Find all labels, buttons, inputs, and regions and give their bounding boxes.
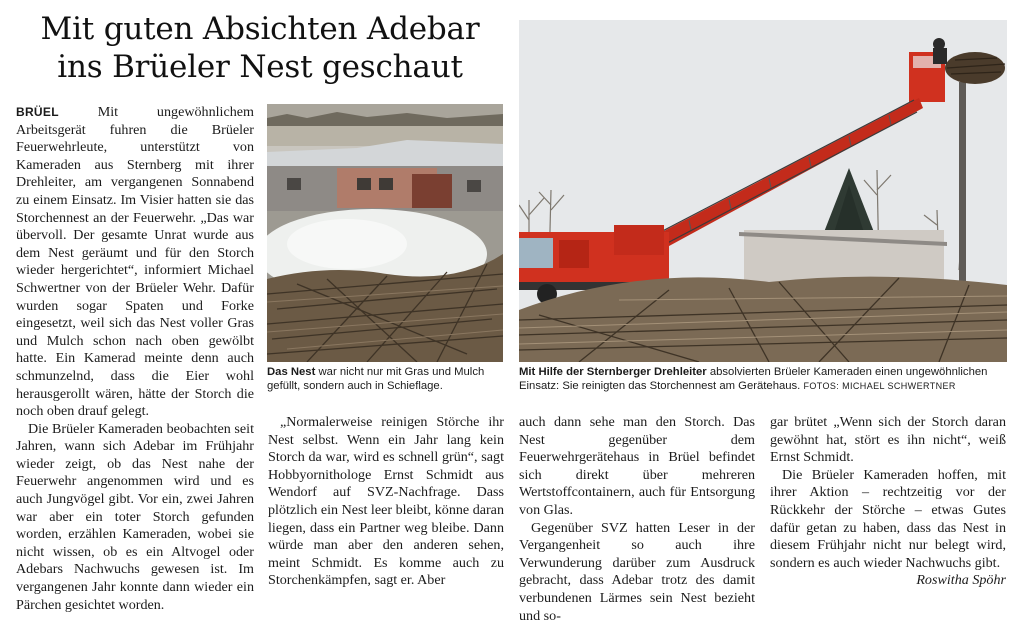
ladder-photo-caption — [519, 365, 1009, 393]
ladder-photo — [519, 20, 1007, 362]
nest-photo-illustration — [267, 104, 503, 362]
column-2 — [268, 414, 504, 590]
lead-text: Mit ungewöhnlichem Arbeitsgerät fuhren die Brüeler Feuerwehrleute, unterstützt von Kameraden aus Sternberg mit ihrer Drehleiter, am vergangenen Sonnabend zu einem Einsatz. Im Visier hatten sie das Storchennest an der Feuerwehr. „Das war übervoll. Der gesamte Unrat wurde aus dem Nest geräumt und für den Storch wieder hergerichtet“, informiert Michael Schwertner von der Brüeler Wehr. Dafür wurden sogar Spaten und Forke eingesetzt, weil sich das Nest voller Gras und Mulch schon nach oben gewölbt hatte. Ein Kamerad meinte denn auch schmunzelnd, dass die Eier wohl herausgerollt wären, hätte der Storch die noch oben drauf gelegt. — [16, 104, 254, 420]
author-byline: Roswitha Spöhr — [916, 572, 1006, 589]
paragraph: Die Brüeler Kameraden beobachten seit Jahren, wann sich Adebar im Frühjahr wieder zeigt, ob das Nest nahe der Feuerwehr angenommen wird und es auch Jungvögel gibt. Vor ein, zwei Jahren war aber ein toter Storch gefunden worden, erzählen Kameraden, wobei sie nicht wissen, ob es ein Altvogel oder Adebars Nachwuchs gewesen ist. Im vergangenen Jahr konnte dann wieder ein Pärchen gesichtet worden. — [16, 420, 254, 613]
caption-text: absolvierten Brüeler Kameraden einen ungewöhnlichen Einsatz: Sie reinigten das Storchennest am Gerätehaus. — [519, 366, 988, 392]
column-3 — [519, 414, 755, 625]
caption-bold: Mit Hilfe der Sternberger Drehleiter — [519, 366, 707, 378]
column-4 — [770, 414, 1006, 590]
caption-text: war nicht nur mit Gras und Mulch gefüllt, sondern auch in Schieflage. — [267, 366, 485, 392]
paragraph: auch dann sehe man den Storch. Das Nest gegenüber dem Feuerwehrgerätehaus in Brüel befindet sich direkt über mehreren Wertstoffcontainern, auch für Entsorgung von Glas. — [519, 414, 755, 518]
nest-photo-caption — [267, 365, 505, 393]
paragraph: Die Brüeler Kameraden hoffen, mit ihrer Aktion – rechtzeitig vor der Rückkehr der Störche – etwas Gutes dafür getan zu haben, dass das Nest in diesem Frühjahr nicht nur belegt wird, sondern es auch wieder Nachwuchs gibt. — [770, 466, 1006, 571]
column-1 — [16, 104, 254, 614]
ladder-photo-illustration — [519, 20, 1007, 362]
paragraph: „Normalerweise reinigen Störche ihr Nest selbst. Wenn ein Jahr lang kein Storch da war, wird es schnell grün“, sagt Hobbyornithologe Ernst Schmidt aus Wendorf auf SVZ-Nachfrage. Dass plötzlich ein Nest leer bleibt, könne daran liegen, dass ein Partner weg bleibe. Dann würde man aber den anderen sehen, meint Schmidt. Es komme auch zu Storchenkämpfen, sagt er. Aber — [268, 414, 504, 589]
paragraph: Gegenüber SVZ hatten Leser in der Vergangenheit so auch ihre Verwunderung darüber zum Ausdruck gebracht, dass Adebar trotz des damit verbundenen Lärmes sein Nest bezieht und so- — [519, 519, 755, 624]
article-headline — [0, 10, 520, 86]
headline-line-2: ins Brüeler Nest geschaut — [57, 49, 463, 85]
headline-line-1: Mit guten Absichten Adebar — [40, 11, 480, 47]
dateline: BRÜEL — [16, 105, 59, 119]
photo-credit: FOTOS: MICHAEL SCHWERTNER — [803, 381, 956, 391]
lead-paragraph — [16, 104, 254, 421]
caption-bold: Das Nest — [267, 366, 316, 378]
paragraph: gar brütet „Wenn sich der Storch daran gewöhnt hat, stört es ihn nicht“, weiß Ernst Schmidt. — [770, 414, 1006, 466]
nest-photo — [267, 104, 503, 362]
